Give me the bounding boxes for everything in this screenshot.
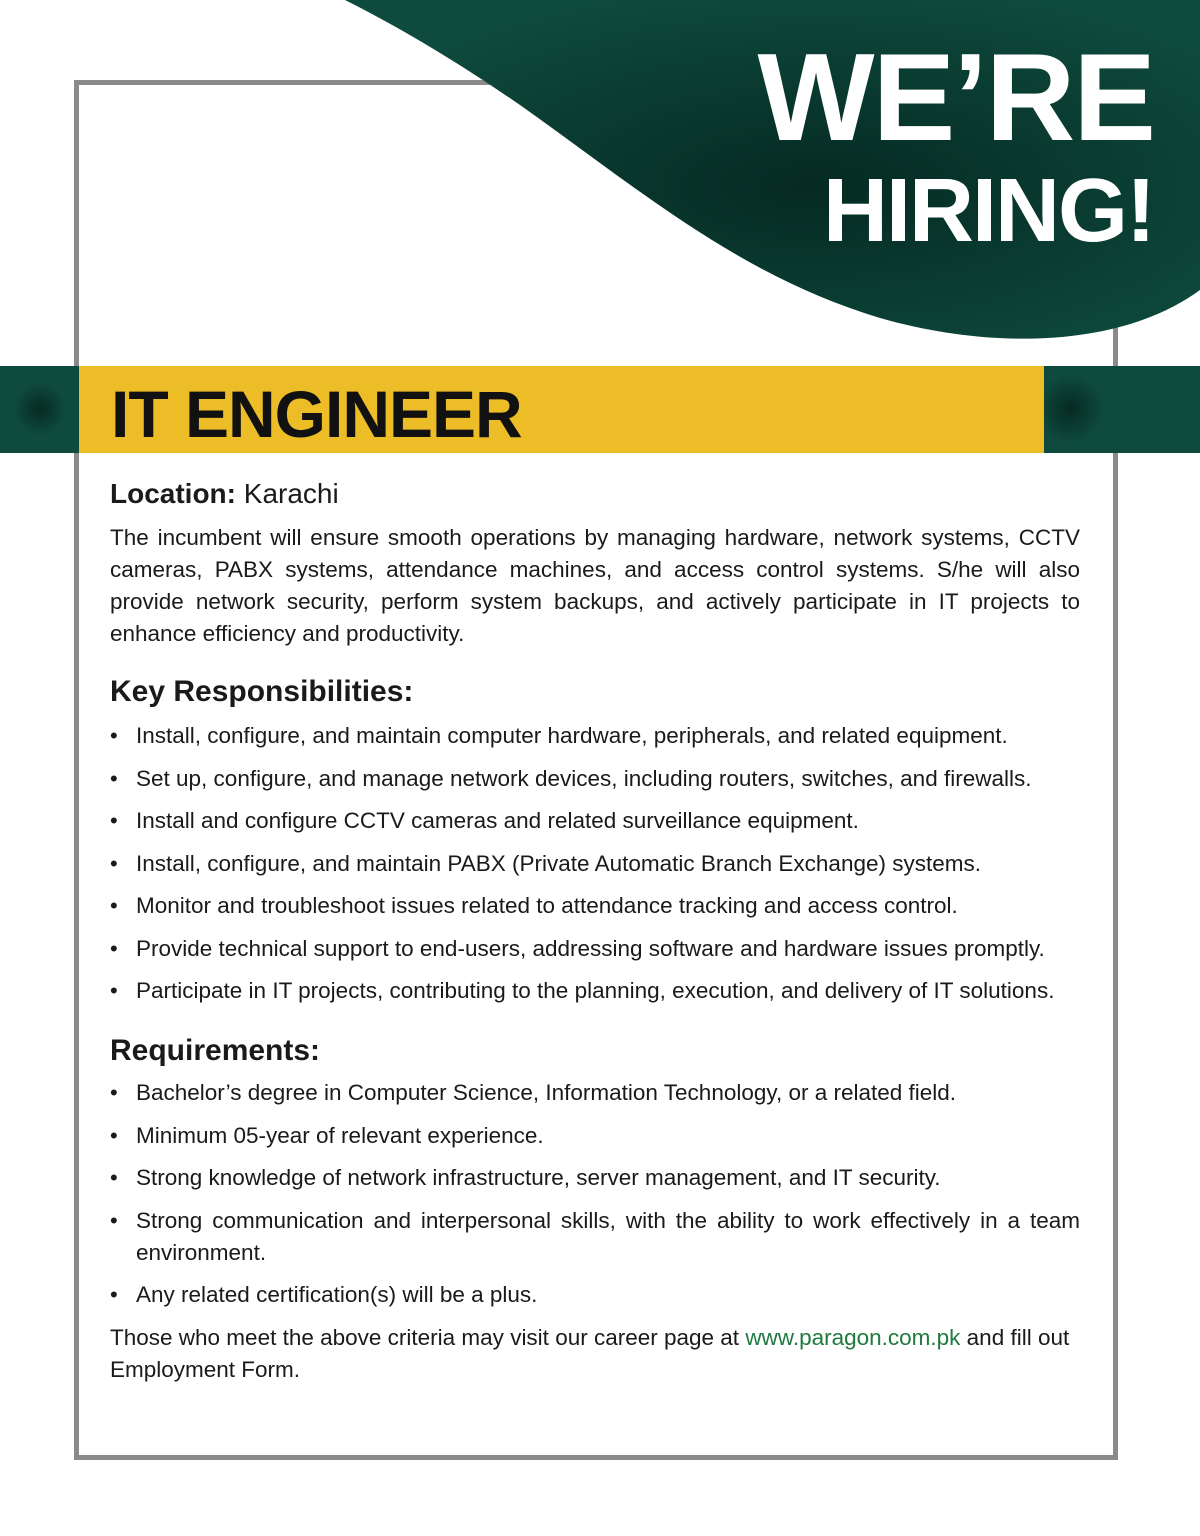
list-item: • Any related certification(s) will be a plus. (110, 1279, 1080, 1311)
location-value: Karachi (243, 478, 339, 509)
list-item: • Minimum 05-year of relevant experience. (110, 1120, 1080, 1152)
location-line (110, 476, 1080, 512)
requirements-heading: Requirements: (110, 1034, 321, 1067)
list-item: • Install, configure, and maintain PABX (Private Automatic Branch Exchange) systems. (110, 848, 1080, 880)
title-band-left (0, 366, 79, 453)
hiring-headline-line2: HIRING! (823, 161, 1154, 261)
list-item: • Strong knowledge of network infrastructure, server management, and IT security. (110, 1162, 1080, 1194)
title-band-right (1044, 366, 1200, 453)
responsibilities-heading: Key Responsibilities: (110, 675, 414, 708)
closing-text-after: and fill out Employment Form. (110, 1324, 1070, 1382)
list-item: • Monitor and troubleshoot issues related to attendance tracking and access control. (110, 890, 1080, 922)
job-content (110, 476, 1080, 1386)
list-item: • Bachelor’s degree in Computer Science, Information Technology, or a related field. (110, 1077, 1080, 1109)
list-item: • Participate in IT projects, contributing to the planning, execution, and delivery of IT solutions. (110, 975, 1080, 1007)
requirements-list (110, 1077, 1080, 1311)
job-title: IT ENGINEER (111, 377, 522, 451)
job-title-bar (79, 366, 1044, 453)
list-item: • Set up, configure, and manage network devices, including routers, switches, and firewalls. (110, 763, 1080, 795)
list-item: • Strong communication and interpersonal skills, with the ability to work effectively in a team environment. (110, 1205, 1080, 1269)
closing-note (110, 1322, 1080, 1386)
responsibilities-list (110, 720, 1080, 1007)
career-page-link[interactable]: www.paragon.com.pk (745, 1324, 961, 1350)
list-item: • Provide technical support to end-users, addressing software and hardware issues promptly. (110, 933, 1080, 965)
list-item: • Install and configure CCTV cameras and related surveillance equipment. (110, 805, 1080, 837)
hiring-headline-line1: WE’RE (757, 29, 1154, 167)
location-label: Location: (110, 478, 236, 509)
closing-text-before: Those who meet the above criteria may visit our career page at (110, 1324, 746, 1350)
list-item: • Install, configure, and maintain computer hardware, peripherals, and related equipment. (110, 720, 1080, 752)
job-description: The incumbent will ensure smooth operations by managing hardware, network systems, CCTV cameras, PABX systems, attendance machines, and access control systems. S/he will also provide network security, perform system backups, and actively participate in IT projects to enhance efficiency and productivity. (110, 525, 1080, 646)
